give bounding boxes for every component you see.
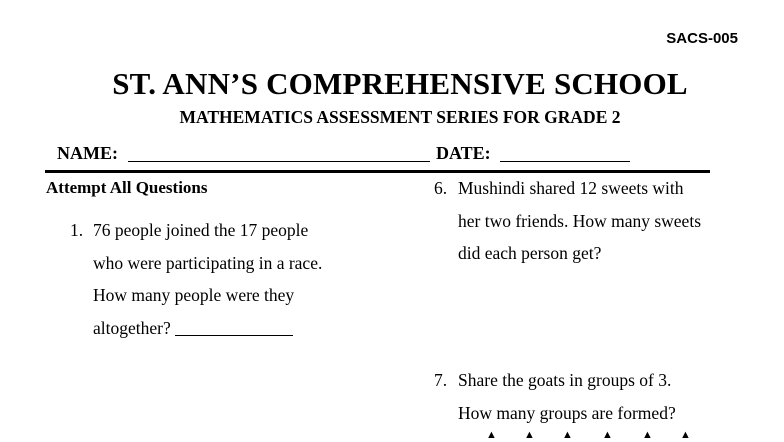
question-number: 1. — [70, 220, 84, 240]
question-line: How many groups are formed? — [458, 402, 676, 423]
goat-images — [482, 430, 702, 442]
goat-icon: ▲ — [562, 429, 573, 441]
question-6 — [434, 172, 744, 272]
question-7 — [434, 364, 744, 430]
goat-icon: ▲ — [642, 429, 653, 441]
date-label: DATE: — [436, 143, 491, 163]
goat-icon: ▲ — [486, 429, 497, 441]
question-line: Share the goats in groups of 3. — [458, 370, 672, 390]
question-number: 6. — [434, 178, 448, 198]
question-line: did each person get? — [458, 243, 602, 263]
goat-icon: ▲ — [602, 429, 613, 441]
question-line: Mushindi shared 12 sweets with — [458, 178, 684, 198]
question-line: who were participating in a race. — [93, 252, 323, 273]
name-field[interactable] — [128, 143, 430, 162]
assessment-series: MATHEMATICS ASSESSMENT SERIES FOR GRADE 2 — [179, 107, 621, 127]
document-code: SACS-005 — [666, 30, 738, 47]
answer-blank[interactable] — [175, 317, 293, 336]
question-number: 7. — [434, 370, 448, 390]
goat-icon: ▲ — [524, 429, 535, 441]
question-line — [93, 312, 322, 345]
goat-icon: ▲ — [680, 429, 691, 441]
name-label: NAME: — [57, 143, 118, 163]
question-line-text: altogether? — [93, 317, 171, 338]
date-field[interactable] — [500, 143, 630, 162]
question-line: her two friends. How many sweets — [458, 210, 702, 231]
school-name: ST. ANN’S COMPREHENSIVE SCHOOL — [112, 66, 688, 101]
name-date-row — [57, 143, 717, 164]
question-line: How many people were they — [93, 285, 295, 305]
question-1 — [70, 214, 400, 349]
question-line: 76 people joined the 17 people — [93, 220, 309, 240]
instructions: Attempt All Questions — [46, 178, 208, 197]
